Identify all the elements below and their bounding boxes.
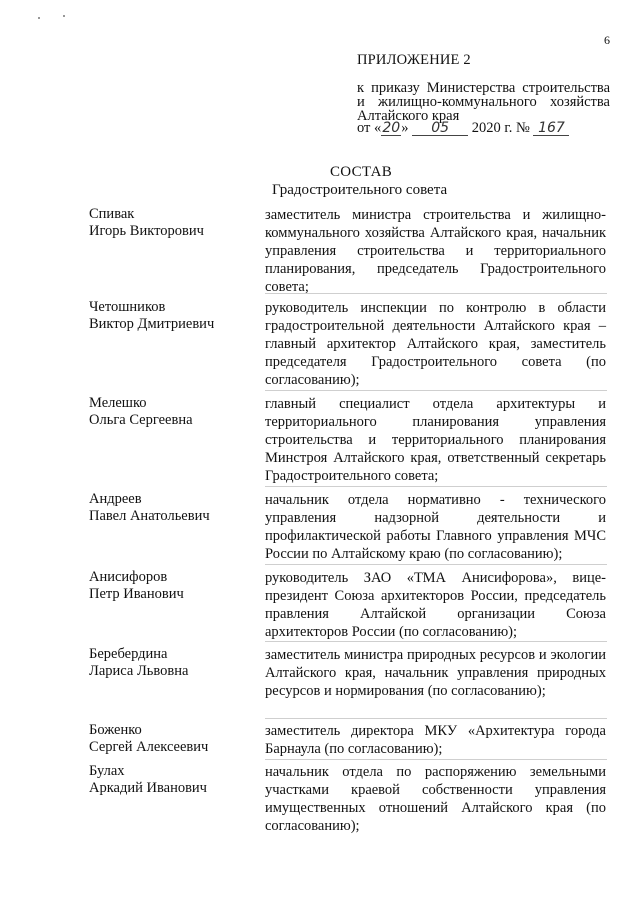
member-surname: Андреев — [89, 491, 142, 507]
member-name — [89, 299, 259, 333]
order-date-line — [357, 120, 569, 137]
page-number: 6 — [604, 33, 610, 47]
handwritten-order-number: 167 — [533, 122, 569, 136]
member-name — [89, 206, 259, 240]
row-divider — [265, 759, 607, 760]
member-role: руководитель ЗАО «ТМА Анисифорова», вице-президент Союза архитекторов России, председатель правления Алтайской организации Союза архитекторов России (по согласованию); — [265, 570, 606, 640]
order-line: и жилищно-коммунального хозяйства — [357, 94, 610, 110]
member-given-names: Лариса Львовна — [89, 663, 189, 679]
member-name — [89, 763, 259, 797]
member-given-names: Петр Иванович — [89, 586, 184, 602]
member-surname: Булах — [89, 763, 125, 779]
scan-speck — [38, 17, 40, 19]
row-divider — [265, 390, 607, 391]
member-role: заместитель директора МКУ «Архитектура города Барнаула (по согласованию); — [265, 723, 606, 757]
member-role: заместитель министра строительства и жилищно-коммунального хозяйства Алтайского края, начальник управления строительства и территориального планирования, председатель Градостроительного совета; — [265, 207, 606, 295]
member-surname: Спивак — [89, 206, 135, 222]
document-title: СОСТАВ — [330, 164, 393, 180]
member-surname: Боженко — [89, 722, 142, 738]
member-name — [89, 646, 259, 680]
member-role: главный специалист отдела архитектуры и территориального планирования управления строительства и территориального планирования Минстроя Алтайского края, ответственный секретарь Градостроительного совета; — [265, 396, 606, 484]
order-reference — [357, 81, 610, 123]
date-year: 2020 г. № — [471, 120, 530, 136]
member-given-names: Павел Анатольевич — [89, 508, 210, 524]
member-surname: Четошников — [89, 299, 166, 315]
member-given-names: Сергей Алексеевич — [89, 739, 209, 755]
row-divider — [265, 641, 607, 642]
member-role: начальник отдела по распоряжению земельными участками краевой собственности управления имущественных отношений Алтайского края (по согласованию); — [265, 764, 606, 834]
date-quote-close: » — [401, 120, 409, 136]
document-subtitle: Градостроительного совета — [272, 182, 448, 198]
row-divider — [265, 564, 607, 565]
member-given-names: Ольга Сергеевна — [89, 412, 193, 428]
member-name — [89, 722, 259, 756]
order-line: к приказу Министерства строительства — [357, 80, 610, 96]
row-divider — [265, 293, 607, 294]
member-role: руководитель инспекции по контролю в области градостроительной деятельности Алтайского края – главный архитектор Алтайского края, заместитель председателя Градостроительного совета (по согласованию); — [265, 300, 606, 388]
member-given-names: Игорь Викторович — [89, 223, 204, 239]
member-name — [89, 395, 259, 429]
row-divider — [265, 486, 607, 487]
member-surname: Анисифоров — [89, 569, 168, 585]
member-surname: Беребердина — [89, 646, 168, 662]
member-name — [89, 569, 259, 603]
member-name — [89, 491, 259, 525]
date-prefix: от « — [357, 120, 382, 136]
member-given-names: Аркадий Иванович — [89, 780, 207, 796]
member-surname: Мелешко — [89, 395, 147, 411]
handwritten-month: 05 — [412, 122, 468, 136]
order-line: Алтайского края — [357, 108, 460, 124]
scan-speck — [63, 15, 65, 17]
member-role: начальник отдела нормативно - технического управления надзорной деятельности и профилактической работы Главного управления МЧС России по Алтайскому краю (по согласованию); — [265, 492, 606, 562]
row-divider — [265, 718, 607, 719]
appendix-heading: ПРИЛОЖЕНИЕ 2 — [357, 52, 471, 68]
handwritten-day: 20 — [382, 120, 401, 136]
member-role: заместитель министра природных ресурсов и экологии Алтайского края, начальник управления природных ресурсов и нормирования (по согласованию); — [265, 647, 606, 699]
member-given-names: Виктор Дмитриевич — [89, 316, 215, 332]
